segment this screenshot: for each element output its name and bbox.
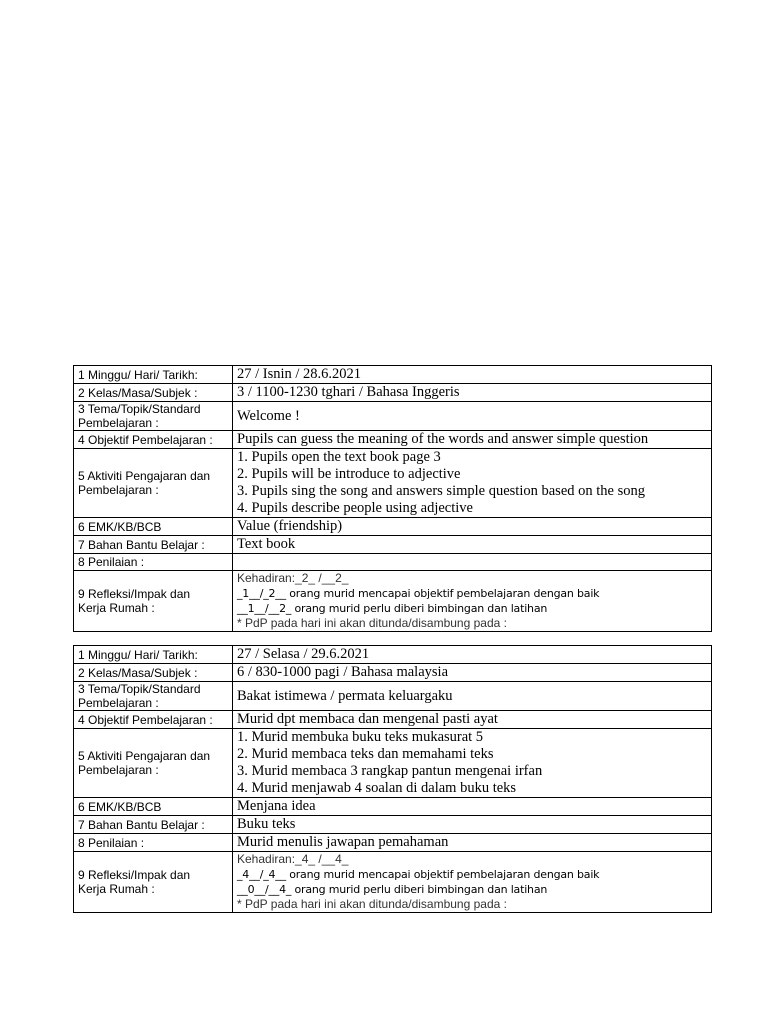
guidance-text: __1__/__2_ orang murid perlu diberi bimbingan dan latihan [237, 602, 548, 615]
guidance-text: __0__/__4_ orang murid perlu diberi bimbingan dan latihan [237, 883, 548, 896]
activity-item: 3. Pupils sing the song and answers simple question based on the song [237, 483, 645, 499]
attendance-text: Kehadiran:_2_ /__2_ [237, 571, 349, 585]
objective-text: Murid dpt membaca dan mengenal pasti ayat [237, 711, 498, 727]
label-reflection-line1: 9 Refleksi/Impak dan [78, 868, 191, 882]
label-materials: 7 Bahan Bantu Belajar : [74, 816, 233, 834]
value-materials: Buku teks [233, 816, 712, 834]
label-reflection [74, 571, 233, 632]
value-theme-topic: Bakat istimewa / permata keluargaku [233, 682, 712, 711]
label-activities [74, 729, 233, 798]
activity-item: 4. Pupils describe people using adjective [237, 500, 473, 516]
label-week-day-date: 1 Minggu/ Hari/ Tarikh: [74, 366, 233, 384]
value-emk: Menjana idea [233, 798, 712, 816]
label-assessment: 8 Penilaian : [74, 834, 233, 852]
value-objective [233, 431, 712, 449]
value-class-time-subject: 6 / 830-1000 pagi / Bahasa malaysia [233, 664, 712, 682]
label-activities-line1: 5 Aktiviti Pengajaran dan [78, 749, 211, 763]
activity-item: 4. Murid menjawab 4 soalan di dalam buku teks [237, 780, 517, 796]
value-objective [233, 711, 712, 729]
postpone-text: * PdP pada hari ini akan ditunda/disambung pada : [237, 616, 507, 630]
label-reflection-line2: Kerja Rumah : [78, 882, 155, 896]
activity-item: 1. Murid membuka buku teks mukasurat 5 [237, 729, 484, 745]
label-class-time-subject: 2 Kelas/Masa/Subjek : [74, 664, 233, 682]
postpone-text: * PdP pada hari ini akan ditunda/disambung pada : [237, 897, 507, 911]
label-reflection-line2: Kerja Rumah : [78, 601, 155, 615]
value-theme-topic: Welcome ! [233, 402, 712, 431]
label-week-day-date: 1 Minggu/ Hari/ Tarikh: [74, 646, 233, 664]
value-emk: Value (friendship) [233, 518, 712, 536]
value-assessment [233, 554, 712, 571]
label-activities-line2: Pembelajaran : [78, 763, 159, 777]
activity-item: 2. Murid membaca teks dan memahami teks [237, 746, 494, 762]
value-class-time-subject: 3 / 1100-1230 tghari / Bahasa Inggeris [233, 384, 712, 402]
label-assessment: 8 Penilaian : [74, 554, 233, 571]
value-week-day-date: 27 / Selasa / 29.6.2021 [233, 646, 712, 664]
lesson-plan-table-1 [73, 365, 712, 632]
label-theme-topic [74, 402, 233, 431]
label-theme-line2: Pembelajaran : [78, 696, 159, 710]
value-week-day-date: 27 / Isnin / 28.6.2021 [233, 366, 712, 384]
value-materials: Text book [233, 536, 712, 554]
label-activities-line1: 5 Aktiviti Pengajaran dan [78, 469, 211, 483]
label-theme-topic [74, 682, 233, 711]
label-reflection-line1: 9 Refleksi/Impak dan [78, 587, 191, 601]
objective-text: Pupils can guess the meaning of the words and answer simple question [237, 431, 649, 447]
label-emk: 6 EMK/KB/BCB [74, 798, 233, 816]
value-reflection [233, 571, 712, 632]
value-activities [233, 729, 712, 798]
label-materials: 7 Bahan Bantu Belajar : [74, 536, 233, 554]
label-class-time-subject: 2 Kelas/Masa/Subjek : [74, 384, 233, 402]
attendance-text: Kehadiran:_4_ /__4_ [237, 852, 349, 866]
label-reflection [74, 852, 233, 913]
activity-item: 3. Murid membaca 3 rangkap pantun mengenai irfan [237, 763, 543, 779]
value-reflection [233, 852, 712, 913]
lesson-plan-table-2 [73, 645, 712, 913]
achieved-text: _1__/_2__ orang murid mencapai objektif pembelajaran dengan baik [237, 587, 600, 600]
activity-item: 2. Pupils will be introduce to adjective [237, 466, 461, 482]
label-theme-line1: 3 Tema/Topik/Standard [78, 682, 201, 696]
value-activities [233, 449, 712, 518]
label-emk: 6 EMK/KB/BCB [74, 518, 233, 536]
label-theme-line1: 3 Tema/Topik/Standard [78, 402, 201, 416]
label-activities [74, 449, 233, 518]
achieved-text: _4__/_4__ orang murid mencapai objektif pembelajaran dengan baik [237, 868, 600, 881]
activity-item: 1. Pupils open the text book page 3 [237, 449, 441, 465]
label-objective: 4 Objektif Pembelajaran : [74, 711, 233, 729]
value-assessment: Murid menulis jawapan pemahaman [233, 834, 712, 852]
label-theme-line2: Pembelajaran : [78, 416, 159, 430]
label-activities-line2: Pembelajaran : [78, 483, 159, 497]
label-objective: 4 Objektif Pembelajaran : [74, 431, 233, 449]
